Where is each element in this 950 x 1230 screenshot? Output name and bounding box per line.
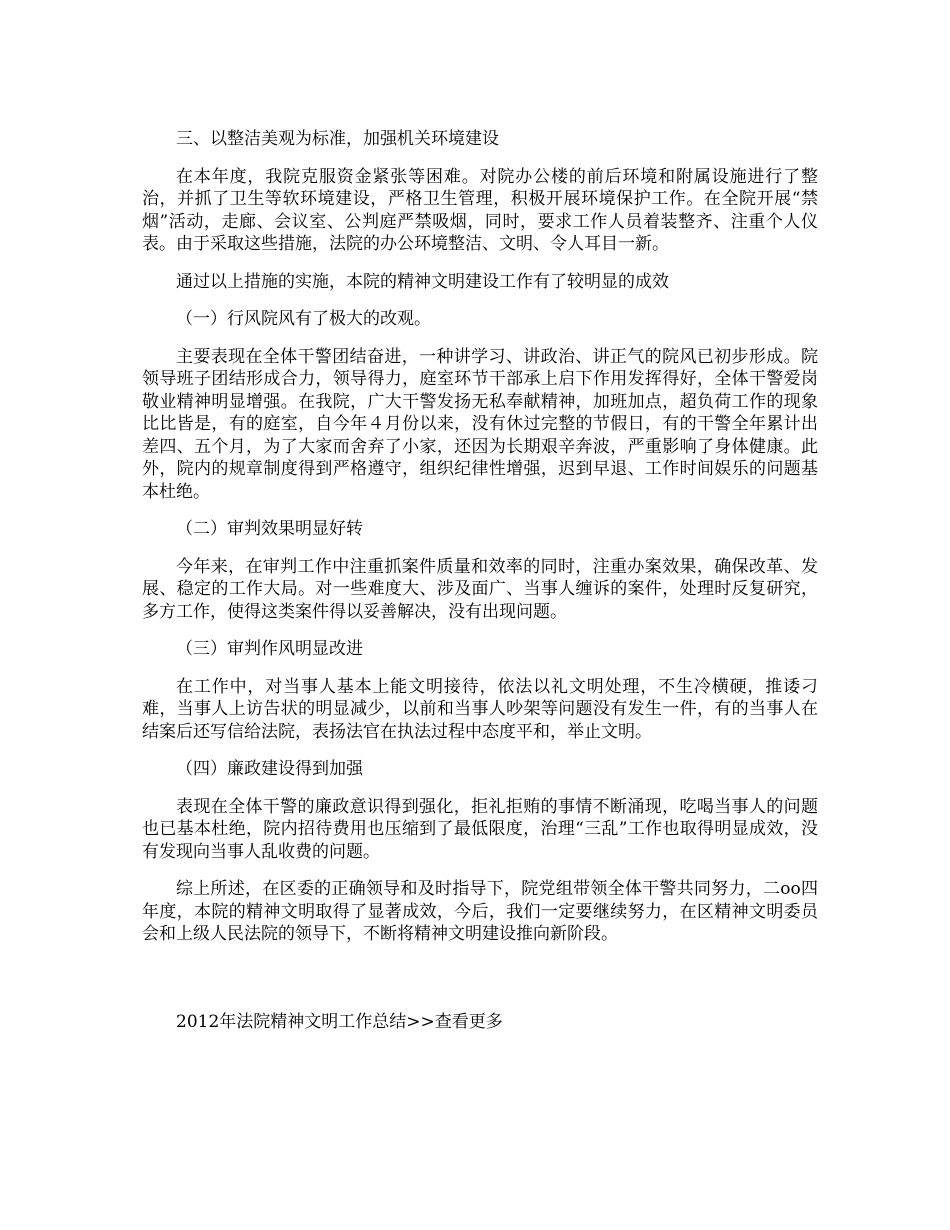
result2-paragraph: 今年来，在审判工作中注重抓案件质量和效率的同时，注重办案效果，确保改革、发展、稳定的工作大局。对一些难度大、涉及面广、当事人缠诉的案件，处理时反复研究，多方工作，使得这类案件得以妥善解决，没有出现问题。 (142, 556, 818, 622)
result3-heading: （三）审判作风明显改进 (176, 639, 363, 659)
footer-link-title: 2012年法院精神文明工作总结 (176, 1011, 407, 1032)
footer-link-line (142, 1011, 818, 1034)
result4-paragraph: 表现在全体干警的廉政意识得到强化，拒礼拒贿的事情不断涌现，吃喝当事人的问题也已基本杜绝，院内招待费用也压缩到了最低限度，治理“三乱”工作也取得明显成效，没有发现向当事人乱收费的问题。 (142, 796, 818, 862)
result4-heading: （四）廉政建设得到加强 (176, 759, 363, 779)
result3-paragraph: 在工作中，对当事人基本上能文明接待，依法以礼文明处理，不生冷横硬，推诿刁难，当事人上访告状的明显减少，以前和当事人吵架等问题没有发生一件，有的当事人在结案后还写信给法院，表扬法官在执法过程中态度平和，举止文明。 (142, 676, 818, 742)
result1-heading: （一）行风院风有了极大的改观。 (176, 309, 431, 329)
result2-heading: （二）审判效果明显好转 (176, 519, 363, 539)
section3-heading: 三、以整洁美观为标准，加强机关环境建设 (176, 129, 499, 149)
results-intro: 通过以上措施的实施，本院的精神文明建设工作有了较明显的成效 (176, 271, 669, 292)
section-spacer (142, 961, 818, 1011)
conclusion-paragraph: 综上所述，在区委的正确领导和及时指导下，院党组带领全体干警共同努力，二oo四年度，本院的精神文明取得了显著成效，今后，我们一定要继续努力，在区精神文明委员会和上级人民法院的领导下，不断将精神文明建设推向新阶段。 (142, 879, 818, 944)
section3-paragraph: 在本年度，我院克服资金紧张等困难。对院办公楼的前后环境和附属设施进行了整治，并抓了卫生等软环境建设，严格卫生管理，积极开展环境保护工作。在全院开展“禁烟”活动，走廊、会议室、公判庭严禁吸烟，同时，要求工作人员着装整齐、注重个人仪表。由于采取这些措施，法院的办公环境整洁、文明、令人耳目一新。 (142, 166, 818, 254)
view-more-link[interactable]: >>查看更多 (406, 1011, 503, 1032)
result1-paragraph: 主要表现在全体干警团结奋进，一种讲学习、讲政治、讲正气的院风已初步形成。院领导班子团结形成合力，领导得力，庭室环节干部承上启下作用发挥得好，全体干警爱岗敬业精神明显增强。在我院，广大干警发扬无私奉献精神，加班加点，超负荷工作的现象比比皆是，有的庭室，自今年４月份以来，没有休过完整的节假日，有的干警全年累计出差四、五个月，为了大家而舍弃了小家，还因为长期艰辛奔波，严重影响了身体健康。此外，院内的规章制度得到严格遵守，组织纪律性增强，迟到早退、工作时间娱乐的问题基本杜绝。 (142, 346, 818, 502)
document-page (142, 128, 818, 1033)
